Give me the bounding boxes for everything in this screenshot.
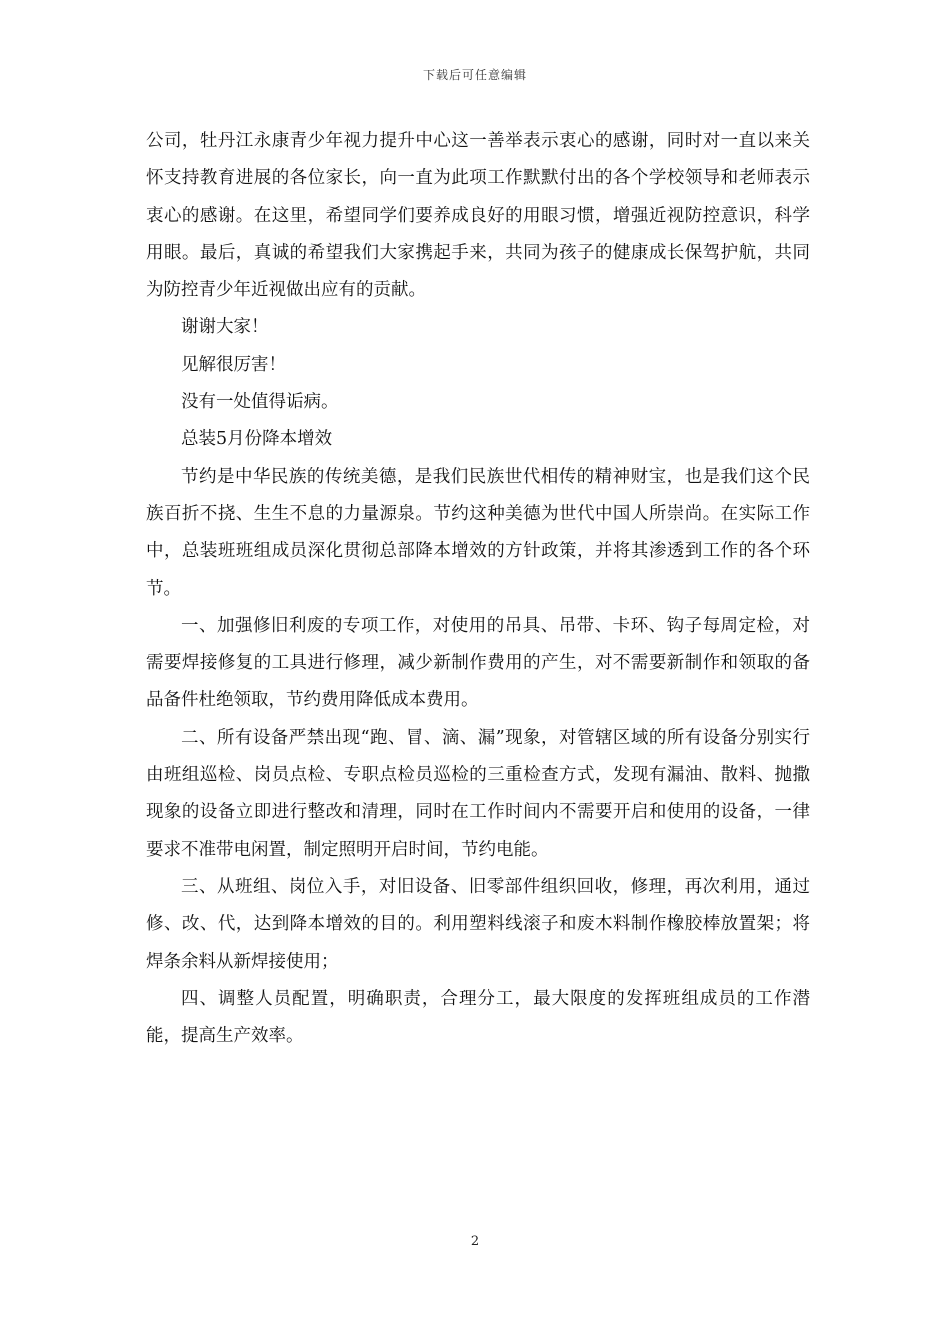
page-number: 2 [470, 1234, 480, 1249]
paragraph-thank-you: 谢谢大家！ [181, 317, 269, 338]
header-note: 下载后可任意编辑 [422, 68, 527, 82]
document-body [146, 123, 810, 1055]
paragraph-item-4: 四、调整人员配置，明确职责，合理分工，最大限度的发挥班组成员的工作潜能，提高生产效率。 [146, 988, 810, 1047]
paragraph-comment-1: 见解很厉害！ [181, 354, 286, 375]
paragraph-intro: 节约是中华民族的传统美德，是我们民族世代相传的精神财宝，也是我们这个民族百折不挠、生生不息的力量源泉。节约这种美德为世代中国人所崇尚。在实际工作中，总装班班组成员深化贯彻总部降本增效的方针政策，并将其渗透到工作的各个环节。 [146, 466, 810, 599]
paragraph-item-2: 二、所有设备严禁出现“跑、冒、滴、漏”现象，对管辖区域的所有设备分别实行由班组巡检、岗员点检、专职点检员巡检的三重检查方式，发现有漏油、散料、抛撒现象的设备立即进行整改和清理，同时在工作时间内不需要开启和使用的设备，一律要求不准带电闲置，制定照明开启时间，节约电能。 [146, 727, 810, 860]
paragraph-comment-2: 没有一处值得诟病。 [181, 392, 339, 413]
paragraph-item-1: 一、加强修旧利废的专项工作，对使用的吊具、吊带、卡环、钩子每周定检，对需要焊接修复的工具进行修理，减少新制作费用的产生，对不需要新制作和领取的备品备件杜绝领取，节约费用降低成本费用。 [146, 615, 810, 711]
section-title: 总装5月份降本增效 [181, 429, 333, 450]
paragraph-thanks-continued: 公司，牡丹江永康青少年视力提升中心这一善举表示衷心的感谢，同时对一直以来关怀支持教育进展的各位家长，向一直为此项工作默默付出的各个学校领导和老师表示衷心的感谢。在这里，希望同学们要养成良好的用眼习惯，增强近视防控意识，科学用眼。最后，真诚的希望我们大家携起手来，共同为孩子的健康成长保驾护航，共同为防控青少年近视做出应有的贡献。 [146, 131, 810, 301]
paragraph-item-3: 三、从班组、岗位入手，对旧设备、旧零部件组织回收，修理，再次利用，通过修、改、代，达到降本增效的目的。利用塑料线滚子和废木料制作橡胶棒放置架；将焊条余料从新焊接使用； [146, 876, 810, 972]
